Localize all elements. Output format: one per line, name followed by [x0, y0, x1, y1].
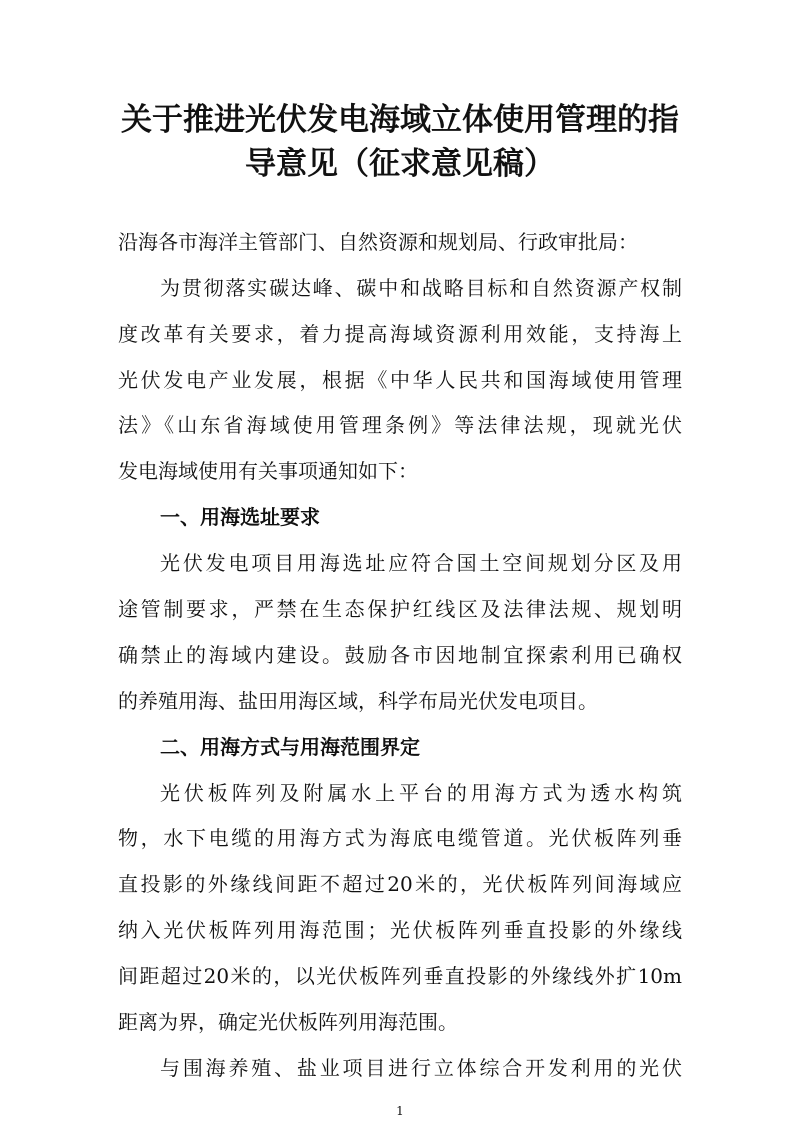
section-2-line: 间距超过20米的，以光伏板阵列垂直投影的外缘线外扩10m: [118, 964, 682, 988]
section-1-line: 的养殖用海、盐田用海区域，科学布局光伏发电项目。: [118, 689, 598, 713]
section-1-line: 途管制要求，严禁在生态保护红线区及法律法规、规划明: [118, 597, 682, 621]
page-number: 1: [396, 1104, 404, 1118]
section-2-paragraph-2-line: 与围海养殖、盐业项目进行立体综合开发利用的光伏: [160, 1056, 682, 1080]
document-title-line-2: 导意见（征求意见稿）: [245, 146, 555, 182]
addressee: 沿海各市海洋主管部门、自然资源和规划局、行政审批局：: [118, 230, 638, 254]
section-2-line: 距离为界，确定光伏板阵列用海范围。: [118, 1010, 458, 1034]
section-1-line: 光伏发电项目用海选址应符合国土空间规划分区及用: [160, 551, 682, 575]
section-1-line: 确禁止的海域内建设。鼓励各市因地制宜探索利用已确权: [118, 643, 682, 667]
intro-line: 法》《山东省海域使用管理条例》等法律法规，现就光伏: [118, 413, 682, 437]
section-2-line: 纳入光伏板阵列用海范围；光伏板阵列垂直投影的外缘线: [118, 918, 682, 942]
section-1-heading: 一、用海选址要求: [160, 505, 320, 529]
section-2-line: 物，水下电缆的用海方式为海底电缆管道。光伏板阵列垂: [118, 826, 682, 850]
intro-line: 为贯彻落实碳达峰、碳中和战略目标和自然资源产权制: [160, 276, 682, 300]
intro-line: 发电海域使用有关事项通知如下：: [118, 459, 418, 483]
section-2-line: 光伏板阵列及附属水上平台的用海方式为透水构筑: [160, 781, 682, 805]
section-2-heading: 二、用海方式与用海范围界定: [160, 735, 420, 759]
intro-line: 光伏发电产业发展，根据《中华人民共和国海域使用管理: [118, 368, 682, 392]
document-title-line-1: 关于推进光伏发电海域立体使用管理的指: [121, 102, 679, 138]
section-2-line: 直投影的外缘线间距不超过20米的，光伏板阵列间海域应: [118, 872, 682, 896]
intro-line: 度改革有关要求，着力提高海域资源利用效能，支持海上: [118, 322, 682, 346]
